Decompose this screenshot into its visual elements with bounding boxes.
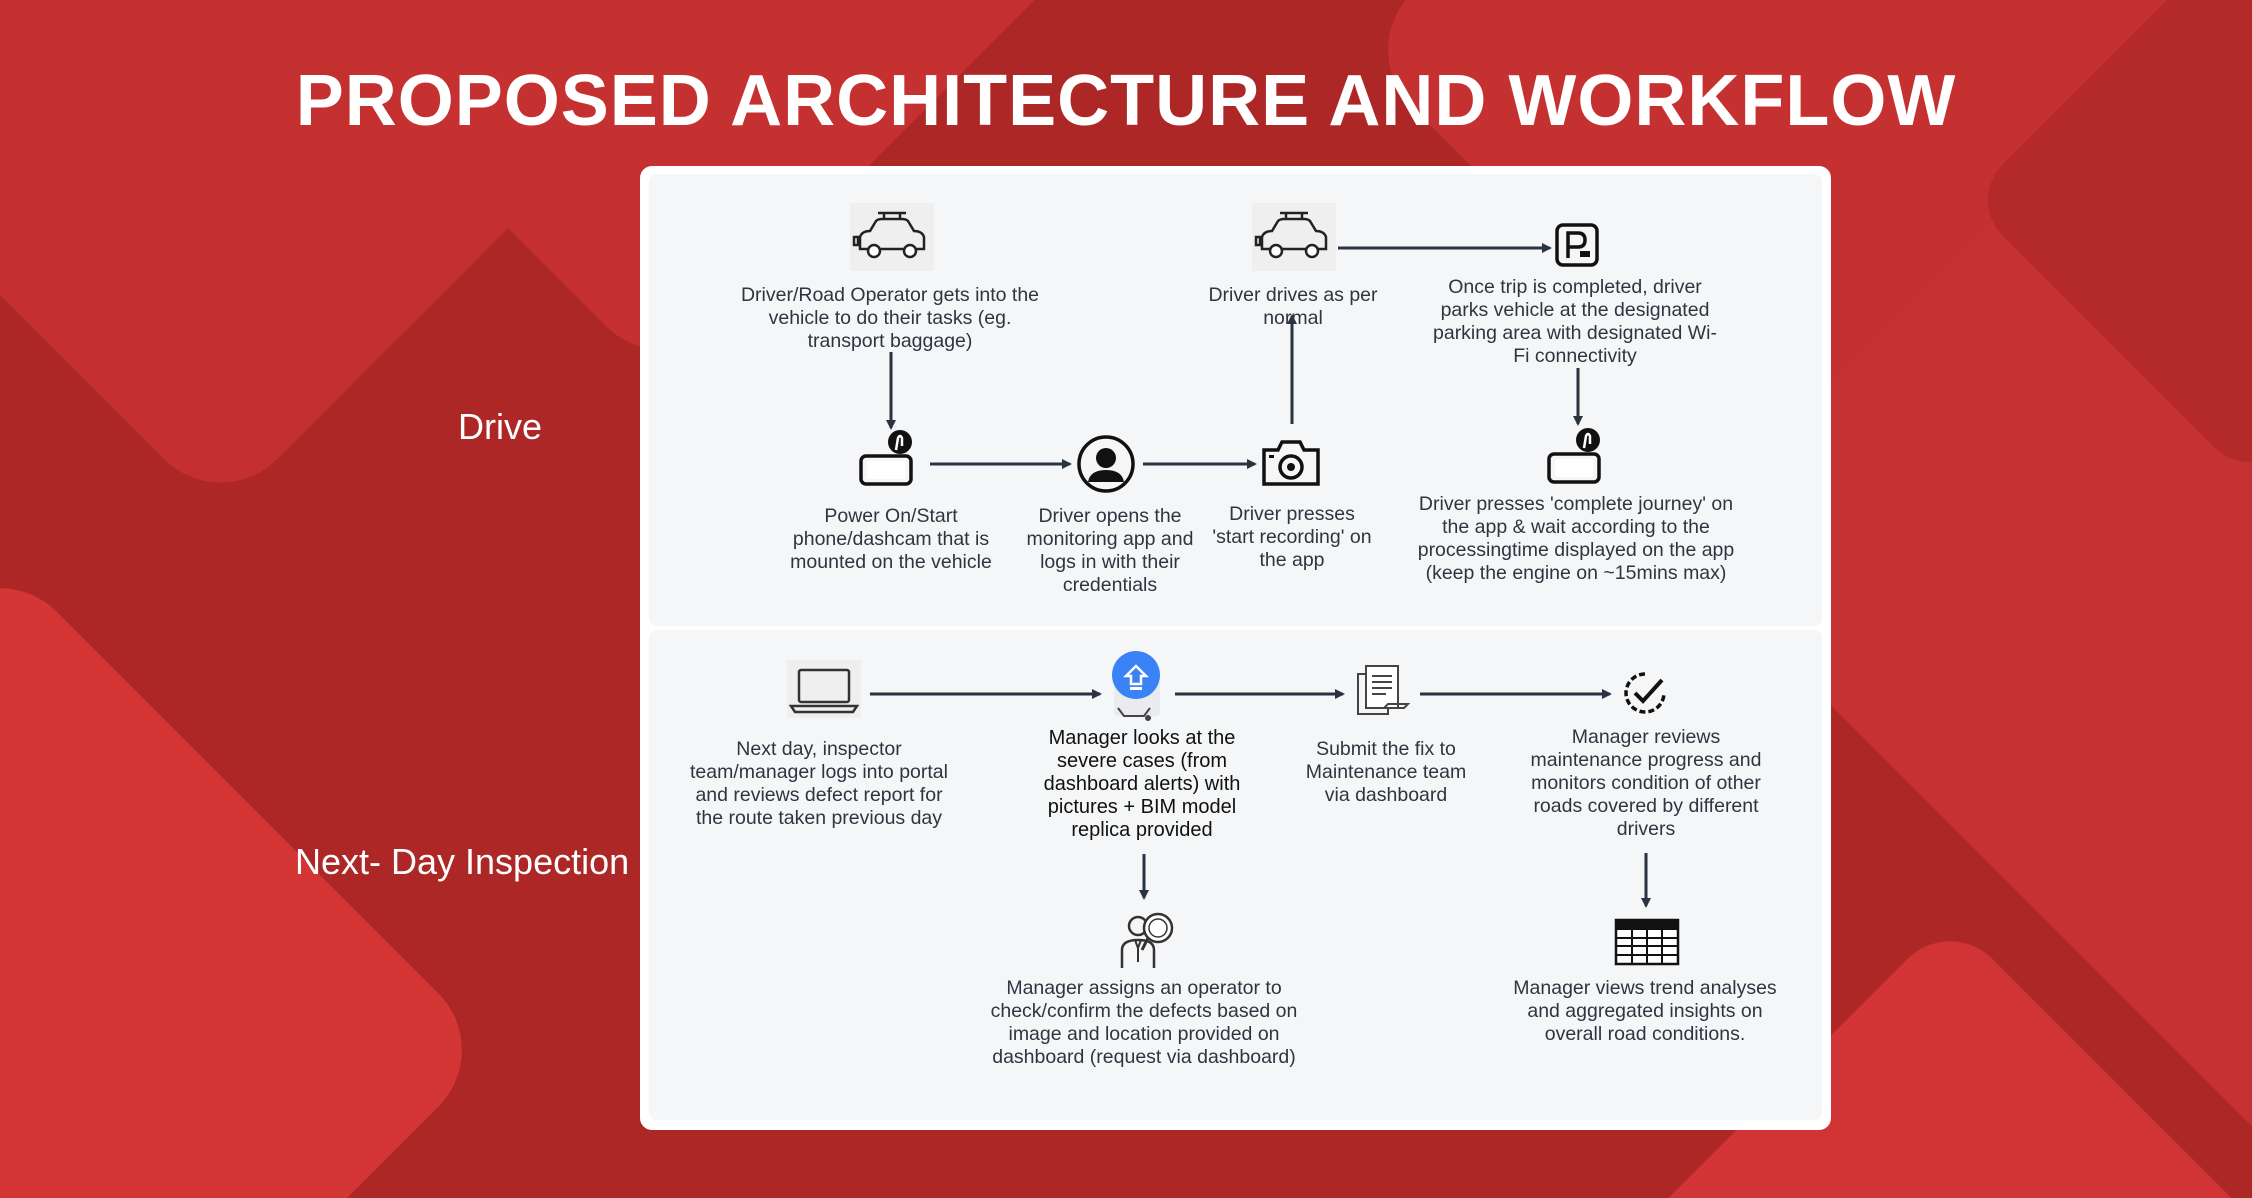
step-drive-normal: Driver drives as per normal	[1208, 284, 1378, 329]
step-trend-analysis: Manager views trend analyses and aggregated insights on overall road conditions.	[1513, 977, 1777, 1045]
laptop-icon	[787, 660, 861, 718]
car-icon	[850, 203, 934, 271]
lane-label-drive: Drive	[458, 406, 543, 447]
car-icon	[1252, 203, 1336, 271]
step-power-on: Power On/Start phone/dashcam that is mounted on the vehicle	[790, 505, 992, 573]
lane-label-next-day-inspection: Next- Day Inspection	[295, 841, 630, 882]
step-enter-vehicle: Driver/Road Operator gets into the vehicle to do their tasks (eg. transport baggage)	[740, 284, 1040, 352]
user-avatar-icon	[1076, 434, 1136, 494]
phone-touch-icon	[858, 424, 920, 490]
step-park-vehicle: Once trip is completed, driver parks vehicle at the designated parking area with designated Wi-Fi connectivity	[1433, 276, 1717, 367]
inspector-icon	[1116, 908, 1176, 970]
step-open-app: Driver opens the monitoring app and logs in with their credentials	[1026, 505, 1194, 596]
phone-touch-icon	[1546, 422, 1608, 488]
step-start-recording: Driver presses 'start recording' on the app	[1212, 503, 1372, 571]
table-icon	[1614, 918, 1680, 966]
step-complete-journey: Driver presses 'complete journey' on the app & wait according to the processingtime displayed on the app (keep the engine on ~15mins max)	[1417, 493, 1735, 584]
step-review-severe: Manager looks at the severe cases (from dashboard alerts) with pictures + BIM model replica provided	[1043, 727, 1241, 841]
page-title: PROPOSED ARCHITECTURE AND WORKFLOW	[295, 61, 1957, 141]
step-submit-fix: Submit the fix to Maintenance team via dashboard	[1305, 738, 1467, 806]
parking-icon	[1554, 222, 1600, 268]
step-portal-login: Next day, inspector team/manager logs into portal and reviews defect report for the route taken previous day	[690, 738, 948, 829]
upload-dashboard-icon	[1104, 650, 1170, 724]
camera-icon	[1260, 438, 1322, 488]
step-review-progress: Manager reviews maintenance progress and monitors condition of other roads covered by different drivers	[1530, 726, 1762, 840]
document-icon	[1354, 664, 1410, 722]
step-assign-operator: Manager assigns an operator to check/confirm the defects based on image and location provided on dashboard (request via dashboard)	[990, 977, 1298, 1068]
check-circle-icon	[1622, 670, 1668, 716]
